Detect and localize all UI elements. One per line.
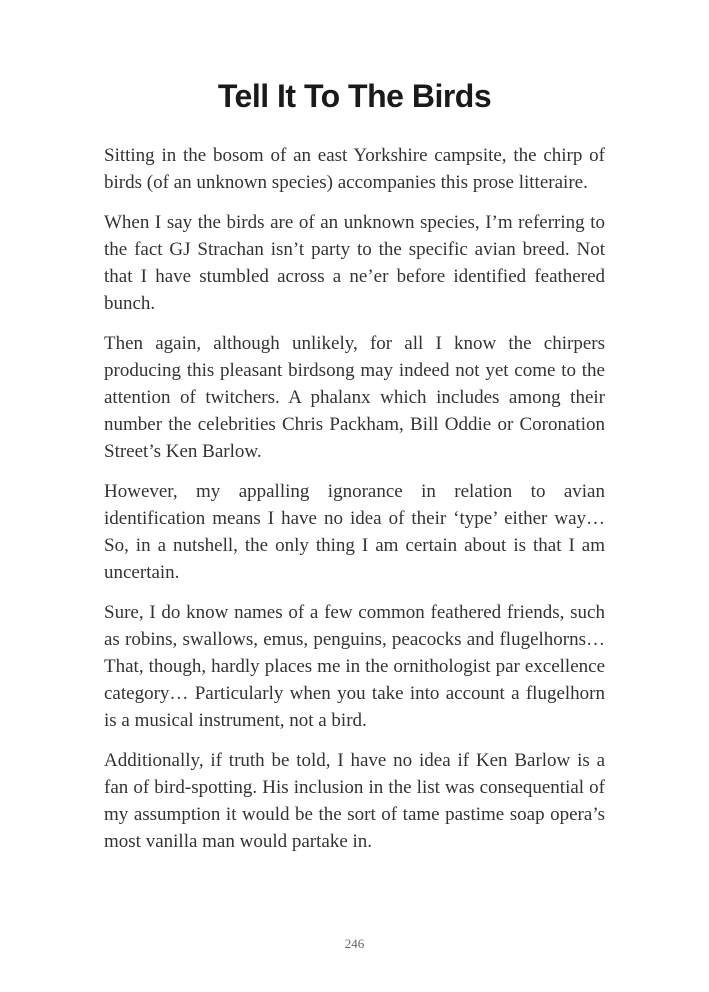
paragraph-4: However, my appalling ignorance in relation to avian identification means I have no idea of their ‘type’ either way… So, in a nutshell, the only thing I am certain about is that I am uncertain. (104, 481, 605, 583)
paragraph-5: Sure, I do know names of a few common feathered friends, such as robins, swallows, emus, penguins, peacocks and flugelhorns… That, though, hardly places me in the ornithologist par excellence category… Particularly when you take into account a flugelhorn is a musical instrument, not a bird. (104, 602, 605, 731)
paragraph-3: Then again, although unlikely, for all I know the chirpers producing this pleasant birdsong may indeed not yet come to the attention of twitchers. A phalanx which includes among their number the celebrities Chris Packham, Bill Oddie or Coronation Street’s Ken Barlow. (104, 333, 605, 462)
paragraph-1: Sitting in the bosom of an east Yorkshire campsite, the chirp of birds (of an unknown species) accompanies this prose litteraire. (104, 145, 605, 193)
article-body (104, 142, 605, 855)
paragraph-2: When I say the birds are of an unknown species, I’m referring to the fact GJ Strachan isn’t party to the specific avian breed. Not that I have stumbled across a ne’er before identified feathered bunch. (104, 212, 605, 314)
paragraph-6: Additionally, if truth be told, I have no idea if Ken Barlow is a fan of bird-spotting. His inclusion in the list was consequential of my assumption it would be the sort of tame pastime soap opera’s most vanilla man would partake in. (104, 750, 605, 852)
page-title: Tell It To The Birds (217, 78, 492, 114)
page-number: 246 (344, 936, 365, 951)
